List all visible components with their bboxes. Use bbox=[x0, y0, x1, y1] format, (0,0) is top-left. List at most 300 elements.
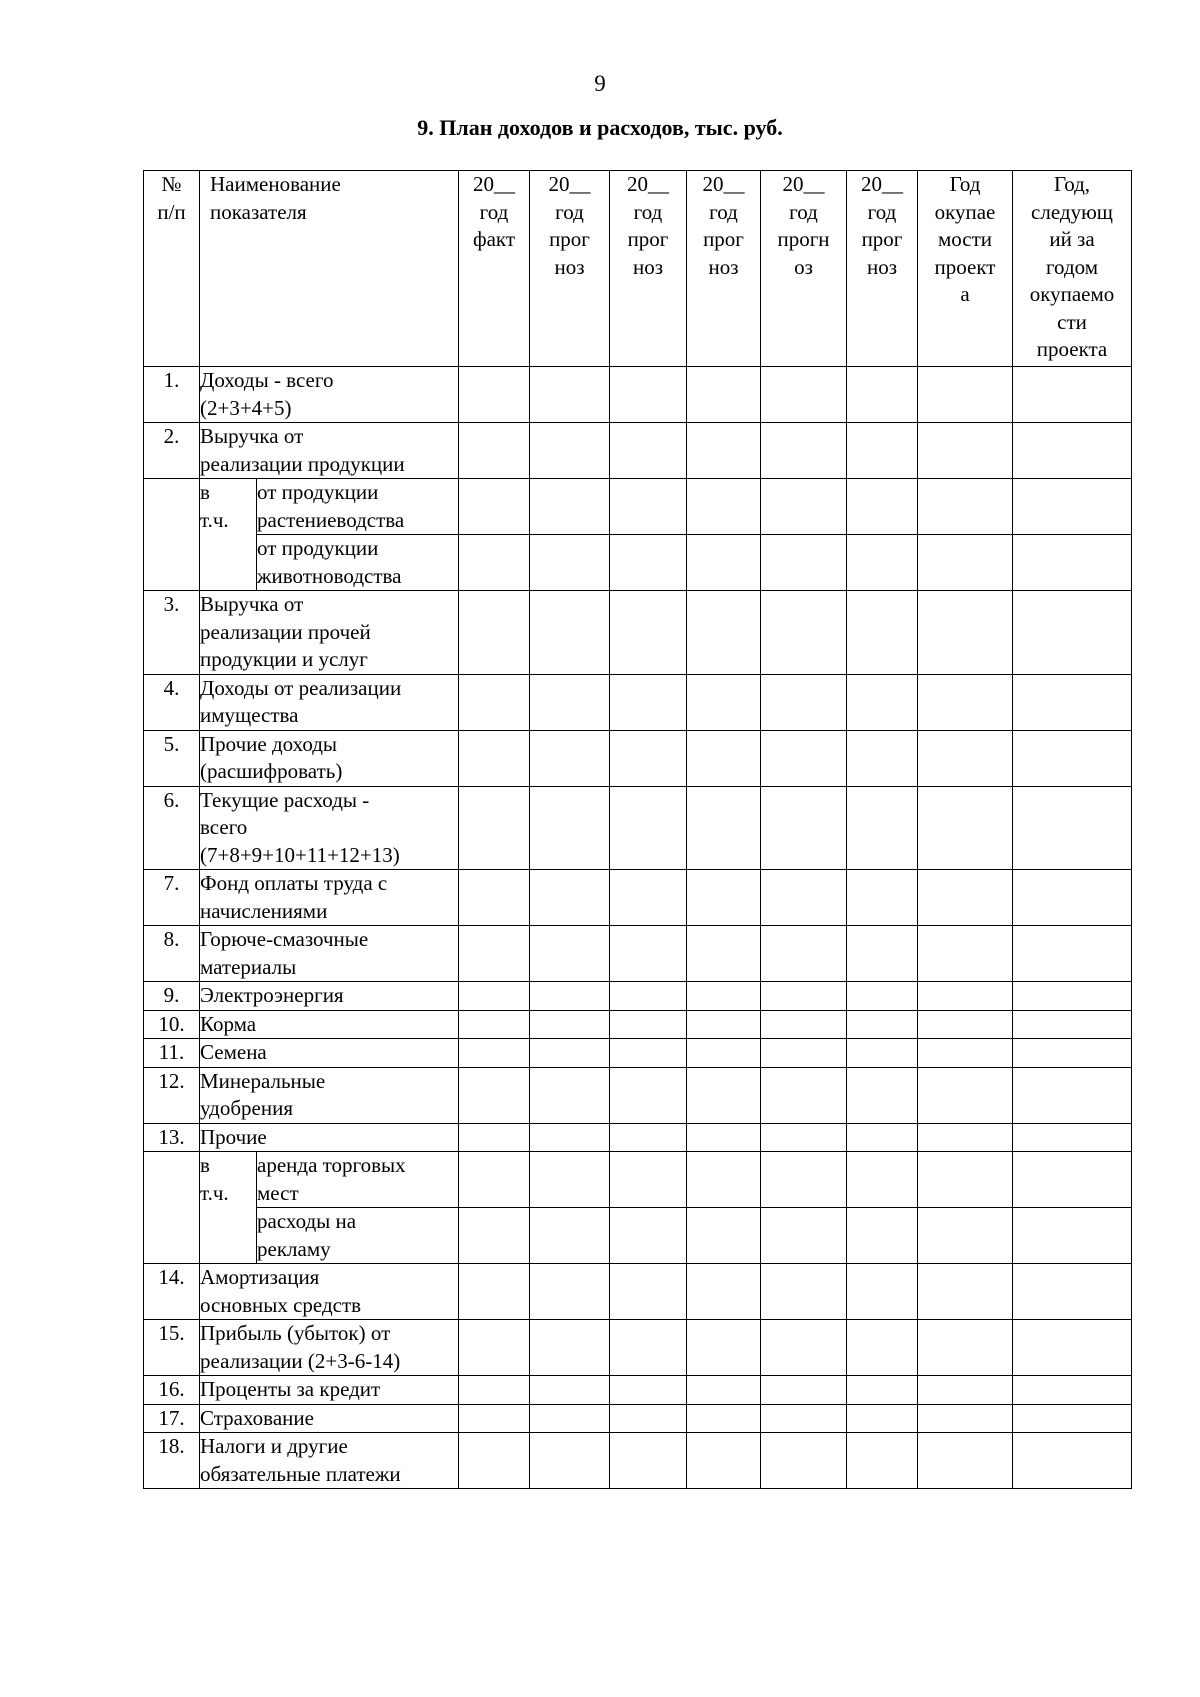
cell-text-line: ноз bbox=[632, 254, 664, 279]
value-cell[interactable] bbox=[918, 423, 1013, 479]
value-cell[interactable] bbox=[530, 1320, 610, 1376]
value-cell[interactable] bbox=[530, 1152, 610, 1208]
cell-text-line: Корма bbox=[200, 1011, 257, 1036]
value-cell[interactable] bbox=[761, 367, 847, 423]
row-number: 13. bbox=[144, 1123, 200, 1152]
value-cell[interactable] bbox=[530, 1039, 610, 1068]
value-cell[interactable] bbox=[918, 982, 1013, 1011]
row-number: 11. bbox=[144, 1039, 200, 1068]
table-row bbox=[144, 535, 1132, 591]
value-cell[interactable] bbox=[459, 786, 530, 870]
cell-text-line: Горюче-смазочные bbox=[200, 927, 369, 951]
value-cell[interactable] bbox=[847, 1067, 918, 1123]
value-cell[interactable] bbox=[761, 1208, 847, 1264]
row-label bbox=[200, 1067, 459, 1123]
value-cell[interactable] bbox=[1013, 479, 1132, 535]
value-cell[interactable] bbox=[761, 1152, 847, 1208]
value-cell[interactable] bbox=[761, 479, 847, 535]
header-cell bbox=[610, 171, 687, 367]
value-cell[interactable] bbox=[687, 1433, 761, 1489]
value-cell[interactable] bbox=[761, 1433, 847, 1489]
header-cell bbox=[459, 171, 530, 367]
cell-text-line: Амортизация bbox=[200, 1265, 320, 1289]
value-cell[interactable] bbox=[459, 591, 530, 675]
value-cell[interactable] bbox=[687, 591, 761, 675]
cell-text-line: Минеральные bbox=[200, 1068, 326, 1093]
row-label bbox=[200, 786, 459, 870]
table-row bbox=[144, 730, 1132, 786]
table-row bbox=[144, 926, 1132, 982]
value-cell[interactable] bbox=[530, 367, 610, 423]
header-cell bbox=[918, 171, 1013, 367]
value-cell[interactable] bbox=[1013, 1264, 1132, 1320]
table-row bbox=[144, 1320, 1132, 1376]
value-cell[interactable] bbox=[918, 1010, 1013, 1039]
value-cell[interactable] bbox=[459, 1208, 530, 1264]
row-label bbox=[200, 1320, 459, 1376]
page-number: 9 bbox=[594, 71, 606, 96]
value-cell[interactable] bbox=[761, 1404, 847, 1433]
value-cell[interactable] bbox=[1013, 1010, 1132, 1039]
cell-text-line: год bbox=[867, 199, 897, 224]
value-cell[interactable] bbox=[530, 1433, 610, 1489]
value-cell[interactable] bbox=[918, 1152, 1013, 1208]
value-cell[interactable] bbox=[847, 1152, 918, 1208]
cell-text-line: аренда торговых bbox=[257, 1153, 406, 1177]
value-cell[interactable] bbox=[687, 982, 761, 1011]
value-cell[interactable] bbox=[1013, 423, 1132, 479]
value-cell[interactable] bbox=[847, 1376, 918, 1405]
value-cell[interactable] bbox=[459, 535, 530, 591]
cell-text-line: прог bbox=[703, 227, 744, 251]
header-cell bbox=[1013, 171, 1132, 367]
value-cell[interactable] bbox=[610, 1208, 687, 1264]
table-row bbox=[144, 423, 1132, 479]
cell-text-line: год bbox=[789, 199, 818, 224]
value-cell[interactable] bbox=[1013, 591, 1132, 675]
cell-text-line: Прочие bbox=[200, 1124, 267, 1149]
value-cell[interactable] bbox=[459, 1376, 530, 1405]
value-cell[interactable] bbox=[530, 1404, 610, 1433]
value-cell[interactable] bbox=[761, 1010, 847, 1039]
cell-text-line: 20__ bbox=[473, 172, 515, 196]
cell-text-line: прог bbox=[861, 227, 903, 251]
value-cell[interactable] bbox=[761, 982, 847, 1011]
table-row bbox=[144, 1376, 1132, 1405]
value-cell[interactable] bbox=[1013, 1039, 1132, 1068]
value-cell[interactable] bbox=[761, 1039, 847, 1068]
value-cell[interactable] bbox=[1013, 1433, 1132, 1489]
value-cell[interactable] bbox=[459, 1152, 530, 1208]
row-label bbox=[200, 1433, 459, 1489]
value-cell[interactable] bbox=[530, 423, 610, 479]
cell-text-line: год bbox=[633, 199, 663, 224]
value-cell[interactable] bbox=[918, 1208, 1013, 1264]
value-cell[interactable] bbox=[459, 1039, 530, 1068]
value-cell[interactable] bbox=[459, 367, 530, 423]
row-label bbox=[200, 674, 459, 730]
value-cell[interactable] bbox=[687, 1010, 761, 1039]
value-cell[interactable] bbox=[918, 1320, 1013, 1376]
table-body bbox=[144, 171, 1132, 1489]
value-cell[interactable] bbox=[918, 1264, 1013, 1320]
cell-text-line: сти bbox=[1057, 309, 1087, 334]
table-row bbox=[144, 1123, 1132, 1152]
value-cell[interactable] bbox=[918, 786, 1013, 870]
value-cell[interactable] bbox=[1013, 926, 1132, 982]
value-cell[interactable] bbox=[459, 1264, 530, 1320]
value-cell[interactable] bbox=[1013, 1404, 1132, 1433]
cell-text-line: Страхование bbox=[200, 1405, 314, 1430]
row-sublabel bbox=[257, 1152, 459, 1208]
value-cell[interactable] bbox=[847, 674, 918, 730]
table-row bbox=[144, 870, 1132, 926]
value-cell[interactable] bbox=[687, 1264, 761, 1320]
value-cell[interactable] bbox=[530, 1376, 610, 1405]
value-cell[interactable] bbox=[761, 423, 847, 479]
cell-text-line: 20__ bbox=[782, 172, 825, 196]
cell-text-line: Наименование bbox=[210, 172, 341, 196]
value-cell[interactable] bbox=[761, 1264, 847, 1320]
table-row bbox=[144, 1433, 1132, 1489]
value-cell[interactable] bbox=[687, 786, 761, 870]
income-expense-plan-table bbox=[143, 170, 1132, 1489]
value-cell[interactable] bbox=[610, 1067, 687, 1123]
value-cell[interactable] bbox=[847, 1404, 918, 1433]
value-cell[interactable] bbox=[761, 786, 847, 870]
cell-text-line: ноз bbox=[708, 254, 739, 279]
cell-text-line: всего bbox=[200, 815, 248, 839]
cell-text-line: год bbox=[555, 199, 584, 224]
value-cell[interactable] bbox=[530, 982, 610, 1011]
cell-text-line: Доходы от реализации bbox=[200, 675, 402, 700]
value-cell[interactable] bbox=[459, 730, 530, 786]
cell-text-line: годом bbox=[1045, 254, 1099, 279]
value-cell[interactable] bbox=[610, 367, 687, 423]
header-cell bbox=[530, 171, 610, 367]
value-cell[interactable] bbox=[847, 1264, 918, 1320]
row-label bbox=[200, 591, 459, 675]
value-cell[interactable] bbox=[847, 367, 918, 423]
cell-text-line: продукции и услуг bbox=[200, 647, 368, 671]
value-cell[interactable] bbox=[847, 982, 918, 1011]
value-cell[interactable] bbox=[918, 1376, 1013, 1405]
cell-text-line: 20__ bbox=[627, 172, 669, 196]
table-header-row bbox=[144, 171, 1132, 367]
header-cell bbox=[847, 171, 918, 367]
row-number: 12. bbox=[144, 1067, 200, 1123]
table-row bbox=[144, 1404, 1132, 1433]
row-label bbox=[200, 1123, 459, 1152]
value-cell[interactable] bbox=[459, 423, 530, 479]
value-cell[interactable] bbox=[1013, 367, 1132, 423]
row-number: 10. bbox=[144, 1010, 200, 1039]
value-cell[interactable] bbox=[610, 1010, 687, 1039]
header-cell bbox=[200, 171, 459, 367]
value-cell[interactable] bbox=[1013, 535, 1132, 591]
cell-text-line: рекламу bbox=[257, 1236, 331, 1261]
value-cell[interactable] bbox=[761, 730, 847, 786]
cell-text-line: Прибыль (убыток) от bbox=[200, 1321, 391, 1345]
value-cell[interactable] bbox=[610, 479, 687, 535]
row-label bbox=[200, 926, 459, 982]
header-cell bbox=[144, 171, 200, 367]
cell-text-line: Год, bbox=[1053, 172, 1091, 196]
value-cell[interactable] bbox=[687, 1208, 761, 1264]
cell-text-line: показателя bbox=[210, 199, 307, 224]
value-cell[interactable] bbox=[918, 591, 1013, 675]
value-cell[interactable] bbox=[1013, 730, 1132, 786]
value-cell[interactable] bbox=[847, 1039, 918, 1068]
value-cell[interactable] bbox=[918, 535, 1013, 591]
value-cell[interactable] bbox=[847, 926, 918, 982]
value-cell[interactable] bbox=[530, 1264, 610, 1320]
value-cell[interactable] bbox=[459, 1123, 530, 1152]
value-cell[interactable] bbox=[610, 786, 687, 870]
row-number: 18. bbox=[144, 1433, 200, 1489]
value-cell[interactable] bbox=[761, 674, 847, 730]
value-cell[interactable] bbox=[459, 1067, 530, 1123]
value-cell[interactable] bbox=[847, 1433, 918, 1489]
table-row bbox=[144, 479, 1132, 535]
value-cell[interactable] bbox=[610, 1404, 687, 1433]
value-cell[interactable] bbox=[687, 367, 761, 423]
row-sublabel bbox=[257, 1208, 459, 1264]
cell-text-line: Семена bbox=[200, 1040, 267, 1064]
cell-text-line: Фонд оплаты труда с bbox=[200, 871, 388, 895]
cell-text-line: Проценты за кредит bbox=[200, 1377, 381, 1401]
value-cell[interactable] bbox=[847, 1010, 918, 1039]
value-cell[interactable] bbox=[1013, 870, 1132, 926]
value-cell[interactable] bbox=[459, 1010, 530, 1039]
row-number: 15. bbox=[144, 1320, 200, 1376]
value-cell[interactable] bbox=[1013, 1067, 1132, 1123]
value-cell[interactable] bbox=[687, 926, 761, 982]
row-number: 8. bbox=[144, 926, 200, 982]
value-cell[interactable] bbox=[1013, 1123, 1132, 1152]
row-label bbox=[200, 1404, 459, 1433]
value-cell[interactable] bbox=[530, 674, 610, 730]
value-cell[interactable] bbox=[687, 479, 761, 535]
table-row bbox=[144, 1208, 1132, 1264]
value-cell[interactable] bbox=[847, 591, 918, 675]
value-cell[interactable] bbox=[761, 591, 847, 675]
cell-text-line: основных средств bbox=[200, 1292, 362, 1317]
cell-text-line: окупаемо bbox=[1029, 282, 1115, 306]
value-cell[interactable] bbox=[918, 1123, 1013, 1152]
value-cell[interactable] bbox=[610, 1376, 687, 1405]
value-cell[interactable] bbox=[918, 674, 1013, 730]
header-cell bbox=[687, 171, 761, 367]
value-cell[interactable] bbox=[687, 1039, 761, 1068]
row-label bbox=[200, 423, 459, 479]
row-label bbox=[200, 367, 459, 423]
value-cell[interactable] bbox=[1013, 1152, 1132, 1208]
cell-text-line: реализации прочей bbox=[200, 619, 371, 644]
cell-text-line: реализации (2+3-6-14) bbox=[200, 1348, 401, 1373]
value-cell[interactable] bbox=[459, 674, 530, 730]
value-cell[interactable] bbox=[610, 1123, 687, 1152]
value-cell[interactable] bbox=[610, 1320, 687, 1376]
value-cell[interactable] bbox=[847, 870, 918, 926]
value-cell[interactable] bbox=[687, 1152, 761, 1208]
value-cell[interactable] bbox=[847, 423, 918, 479]
value-cell[interactable] bbox=[761, 870, 847, 926]
cell-text-line: имущества bbox=[200, 703, 299, 727]
value-cell[interactable] bbox=[847, 1123, 918, 1152]
value-cell[interactable] bbox=[847, 535, 918, 591]
value-cell[interactable] bbox=[610, 423, 687, 479]
value-cell[interactable] bbox=[459, 982, 530, 1011]
cell-text-line: № bbox=[161, 172, 182, 196]
value-cell[interactable] bbox=[459, 926, 530, 982]
value-cell[interactable] bbox=[687, 674, 761, 730]
cell-text-line: Доходы - всего bbox=[200, 368, 334, 392]
row-label bbox=[200, 870, 459, 926]
table-row bbox=[144, 1264, 1132, 1320]
value-cell[interactable] bbox=[687, 1376, 761, 1405]
value-cell[interactable] bbox=[1013, 982, 1132, 1011]
value-cell[interactable] bbox=[610, 1039, 687, 1068]
value-cell[interactable] bbox=[610, 591, 687, 675]
value-cell[interactable] bbox=[530, 786, 610, 870]
cell-text-line: материалы bbox=[200, 954, 297, 979]
value-cell[interactable] bbox=[530, 535, 610, 591]
row-number: 9. bbox=[144, 982, 200, 1011]
value-cell[interactable] bbox=[761, 1320, 847, 1376]
value-cell[interactable] bbox=[918, 479, 1013, 535]
page-title: 9. План доходов и расходов, тыс. руб. bbox=[417, 115, 783, 140]
table-row bbox=[144, 367, 1132, 423]
value-cell[interactable] bbox=[847, 1208, 918, 1264]
value-cell[interactable] bbox=[687, 730, 761, 786]
value-cell[interactable] bbox=[610, 730, 687, 786]
cell-text-line: 20__ bbox=[702, 172, 745, 196]
cell-text-line: (2+3+4+5) bbox=[200, 395, 292, 420]
row-number-empty bbox=[144, 479, 200, 591]
cell-text-line: животноводства bbox=[257, 563, 402, 588]
table-row bbox=[144, 1039, 1132, 1068]
value-cell[interactable] bbox=[918, 926, 1013, 982]
cell-text-line: расходы на bbox=[257, 1209, 357, 1233]
value-cell[interactable] bbox=[610, 870, 687, 926]
value-cell[interactable] bbox=[687, 423, 761, 479]
value-cell[interactable] bbox=[610, 926, 687, 982]
value-cell[interactable] bbox=[847, 730, 918, 786]
value-cell[interactable] bbox=[530, 479, 610, 535]
table-row bbox=[144, 591, 1132, 675]
value-cell[interactable] bbox=[1013, 786, 1132, 870]
value-cell[interactable] bbox=[610, 674, 687, 730]
value-cell[interactable] bbox=[530, 926, 610, 982]
value-cell[interactable] bbox=[761, 1067, 847, 1123]
value-cell[interactable] bbox=[918, 1404, 1013, 1433]
cell-text-line: проект bbox=[934, 254, 996, 279]
value-cell[interactable] bbox=[761, 1123, 847, 1152]
value-cell[interactable] bbox=[1013, 1320, 1132, 1376]
cell-text-line: год bbox=[709, 199, 738, 224]
value-cell[interactable] bbox=[918, 1067, 1013, 1123]
cell-text-line: обязательные платежи bbox=[200, 1461, 401, 1486]
value-cell[interactable] bbox=[687, 1067, 761, 1123]
value-cell[interactable] bbox=[847, 479, 918, 535]
value-cell[interactable] bbox=[761, 926, 847, 982]
value-cell[interactable] bbox=[530, 1067, 610, 1123]
value-cell[interactable] bbox=[918, 870, 1013, 926]
value-cell[interactable] bbox=[761, 1376, 847, 1405]
value-cell[interactable] bbox=[530, 730, 610, 786]
row-number: 16. bbox=[144, 1376, 200, 1405]
row-number-empty bbox=[144, 1152, 200, 1264]
value-cell[interactable] bbox=[459, 870, 530, 926]
table-row bbox=[144, 1152, 1132, 1208]
cell-text-line: удобрения bbox=[200, 1096, 294, 1120]
cell-text-line: прогн bbox=[777, 227, 830, 251]
value-cell[interactable] bbox=[687, 870, 761, 926]
row-number: 5. bbox=[144, 730, 200, 786]
value-cell[interactable] bbox=[687, 1320, 761, 1376]
table-row bbox=[144, 674, 1132, 730]
value-cell[interactable] bbox=[847, 786, 918, 870]
row-sublabel bbox=[257, 535, 459, 591]
cell-text-line: ноз bbox=[866, 254, 898, 279]
value-cell[interactable] bbox=[610, 1264, 687, 1320]
value-cell[interactable] bbox=[610, 982, 687, 1011]
cell-text-line: мест bbox=[257, 1180, 299, 1205]
value-cell[interactable] bbox=[459, 1404, 530, 1433]
value-cell[interactable] bbox=[918, 730, 1013, 786]
row-label bbox=[200, 1010, 459, 1039]
value-cell[interactable] bbox=[687, 535, 761, 591]
value-cell[interactable] bbox=[847, 1320, 918, 1376]
value-cell[interactable] bbox=[687, 1123, 761, 1152]
row-number: 4. bbox=[144, 674, 200, 730]
cell-text-line: растениеводства bbox=[257, 507, 405, 532]
value-cell[interactable] bbox=[530, 1123, 610, 1152]
value-cell[interactable] bbox=[530, 1208, 610, 1264]
cell-text-line: Год bbox=[949, 172, 981, 196]
row-label bbox=[200, 730, 459, 786]
value-cell[interactable] bbox=[530, 591, 610, 675]
value-cell[interactable] bbox=[530, 1010, 610, 1039]
value-cell[interactable] bbox=[530, 870, 610, 926]
cell-text-line: реализации продукции bbox=[200, 451, 405, 476]
value-cell[interactable] bbox=[1013, 674, 1132, 730]
cell-text-line: от продукции bbox=[257, 480, 379, 504]
cell-text-line: мости bbox=[937, 227, 993, 251]
value-cell[interactable] bbox=[610, 535, 687, 591]
cell-text-line: (7+8+9+10+11+12+13) bbox=[200, 842, 400, 867]
value-cell[interactable] bbox=[610, 1152, 687, 1208]
value-cell[interactable] bbox=[459, 1320, 530, 1376]
row-sublabel bbox=[257, 479, 459, 535]
row-number: 2. bbox=[144, 423, 200, 479]
cell-text-line: т.ч. bbox=[200, 1180, 229, 1205]
value-cell[interactable] bbox=[918, 367, 1013, 423]
value-cell[interactable] bbox=[459, 1433, 530, 1489]
value-cell[interactable] bbox=[459, 479, 530, 535]
cell-text-line: Электроэнергия bbox=[200, 983, 344, 1007]
value-cell[interactable] bbox=[918, 1433, 1013, 1489]
value-cell[interactable] bbox=[687, 1404, 761, 1433]
header-cell bbox=[761, 171, 847, 367]
value-cell[interactable] bbox=[610, 1433, 687, 1489]
row-label bbox=[200, 1376, 459, 1405]
value-cell[interactable] bbox=[918, 1039, 1013, 1068]
value-cell[interactable] bbox=[1013, 1376, 1132, 1405]
value-cell[interactable] bbox=[1013, 1208, 1132, 1264]
value-cell[interactable] bbox=[761, 535, 847, 591]
